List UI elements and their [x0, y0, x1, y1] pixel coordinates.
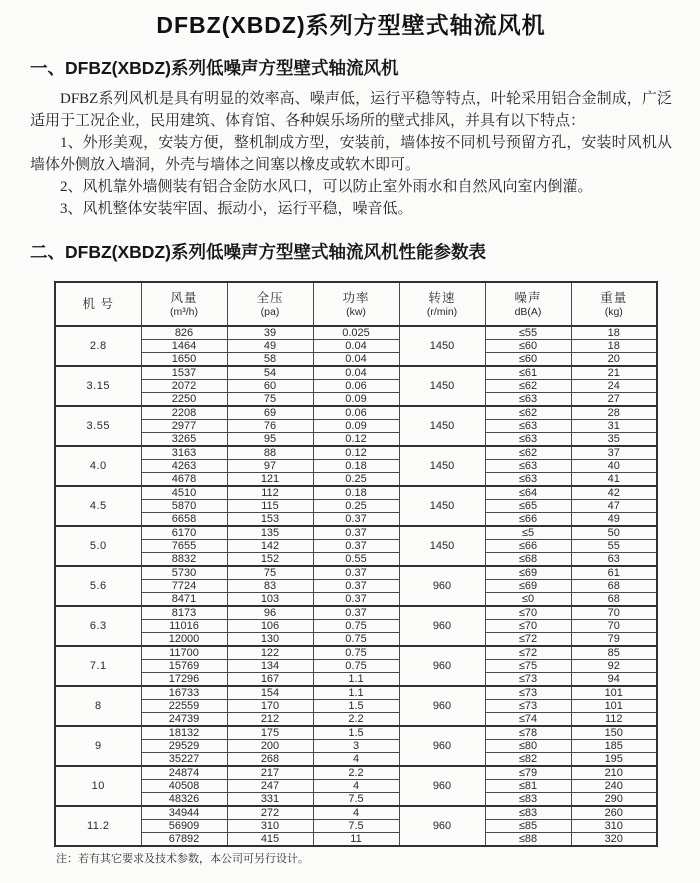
flow-cell: 7655	[141, 540, 227, 553]
pressure-cell: 170	[227, 700, 313, 713]
weight-cell: 195	[571, 753, 657, 767]
pressure-cell: 272	[227, 806, 313, 820]
performance-table-header	[55, 282, 657, 326]
model-number-cell: 4.5	[55, 486, 141, 526]
noise-cell: ≤62	[485, 446, 571, 460]
column-header: 重量 (kg)	[571, 282, 657, 326]
flow-cell: 4678	[141, 473, 227, 487]
speed-cell: 960	[399, 766, 485, 806]
table-row	[55, 726, 657, 740]
flow-cell: 24874	[141, 766, 227, 780]
power-cell: 1.1	[313, 673, 399, 687]
pressure-cell: 60	[227, 380, 313, 393]
weight-cell: 50	[571, 526, 657, 540]
weight-cell: 94	[571, 673, 657, 687]
table-row	[55, 380, 657, 393]
weight-cell: 28	[571, 406, 657, 420]
power-cell: 7.5	[313, 820, 399, 833]
pressure-cell: 121	[227, 473, 313, 487]
flow-cell: 3163	[141, 446, 227, 460]
power-cell: 0.12	[313, 433, 399, 447]
table-row	[55, 753, 657, 767]
pressure-cell: 112	[227, 486, 313, 500]
flow-cell: 67892	[141, 833, 227, 847]
weight-cell: 42	[571, 486, 657, 500]
pressure-cell: 39	[227, 326, 313, 340]
flow-cell: 5730	[141, 566, 227, 580]
table-row	[55, 700, 657, 713]
column-header: 全压 (pa)	[227, 282, 313, 326]
power-cell: 0.25	[313, 473, 399, 487]
section2-heading: 二、DFBZ(XBDZ)系列低噪声方型壁式轴流风机性能参数表	[30, 242, 486, 262]
table-row	[55, 500, 657, 513]
flow-cell: 8173	[141, 606, 227, 620]
noise-cell: ≤69	[485, 580, 571, 593]
table-row	[55, 646, 657, 660]
weight-cell: 290	[571, 793, 657, 807]
noise-cell: ≤61	[485, 366, 571, 380]
model-number-cell: 7.1	[55, 646, 141, 686]
model-number-cell: 11.2	[55, 806, 141, 846]
pressure-cell: 122	[227, 646, 313, 660]
pressure-cell: 83	[227, 580, 313, 593]
weight-cell: 24	[571, 380, 657, 393]
flow-cell: 8832	[141, 553, 227, 567]
speed-cell: 960	[399, 806, 485, 846]
flow-cell: 2977	[141, 420, 227, 433]
pressure-cell: 115	[227, 500, 313, 513]
power-cell: 0.04	[313, 340, 399, 353]
noise-cell: ≤70	[485, 606, 571, 620]
noise-cell: ≤0	[485, 593, 571, 607]
pressure-cell: 75	[227, 566, 313, 580]
pressure-cell: 95	[227, 433, 313, 447]
noise-cell: ≤83	[485, 806, 571, 820]
table-row	[55, 393, 657, 407]
flow-cell: 4510	[141, 486, 227, 500]
table-row	[55, 780, 657, 793]
table-row	[55, 340, 657, 353]
speed-cell: 1450	[399, 446, 485, 486]
model-number-cell: 8	[55, 686, 141, 726]
speed-cell: 960	[399, 726, 485, 766]
pressure-cell: 49	[227, 340, 313, 353]
pressure-cell: 88	[227, 446, 313, 460]
pressure-cell: 58	[227, 353, 313, 367]
weight-cell: 320	[571, 833, 657, 847]
flow-cell: 18132	[141, 726, 227, 740]
noise-cell: ≤82	[485, 753, 571, 767]
power-cell: 7.5	[313, 793, 399, 807]
table-row	[55, 686, 657, 700]
noise-cell: ≤88	[485, 833, 571, 847]
performance-table	[54, 281, 658, 847]
speed-cell: 960	[399, 686, 485, 726]
table-row	[55, 433, 657, 447]
speed-cell: 960	[399, 606, 485, 646]
power-cell: 1.5	[313, 700, 399, 713]
weight-cell: 150	[571, 726, 657, 740]
table-row	[55, 566, 657, 580]
power-cell: 0.18	[313, 460, 399, 473]
table-row	[55, 806, 657, 820]
weight-cell: 49	[571, 513, 657, 527]
power-cell: 0.025	[313, 326, 399, 340]
weight-cell: 101	[571, 700, 657, 713]
flow-cell: 3265	[141, 433, 227, 447]
pressure-cell: 135	[227, 526, 313, 540]
pressure-cell: 96	[227, 606, 313, 620]
table-row	[55, 526, 657, 540]
noise-cell: ≤81	[485, 780, 571, 793]
noise-cell: ≤85	[485, 820, 571, 833]
power-cell: 0.04	[313, 353, 399, 367]
flow-cell: 2250	[141, 393, 227, 407]
table-row	[55, 580, 657, 593]
noise-cell: ≤68	[485, 553, 571, 567]
power-cell: 0.75	[313, 633, 399, 647]
weight-cell: 37	[571, 446, 657, 460]
flow-cell: 1464	[141, 340, 227, 353]
weight-cell: 185	[571, 740, 657, 753]
noise-cell: ≤73	[485, 686, 571, 700]
column-header: 机 号	[55, 282, 141, 326]
power-cell: 4	[313, 780, 399, 793]
power-cell: 0.75	[313, 620, 399, 633]
speed-cell: 1450	[399, 486, 485, 526]
power-cell: 0.06	[313, 406, 399, 420]
noise-cell: ≤63	[485, 473, 571, 487]
noise-cell: ≤74	[485, 713, 571, 727]
table-row	[55, 366, 657, 380]
noise-cell: ≤83	[485, 793, 571, 807]
noise-cell: ≤63	[485, 420, 571, 433]
pressure-cell: 310	[227, 820, 313, 833]
weight-cell: 20	[571, 353, 657, 367]
pressure-cell: 97	[227, 460, 313, 473]
table-row	[55, 473, 657, 487]
weight-cell: 310	[571, 820, 657, 833]
table-row	[55, 553, 657, 567]
table-row	[55, 633, 657, 647]
power-cell: 0.37	[313, 606, 399, 620]
feature-item-1: 1、外形美观，安装方便，整机制成方型，安装前，墙体按不同机号预留方孔，安装时风机从墙体外侧放入墙洞，外壳与墙体之间塞以橡皮或软木即可。	[30, 135, 672, 173]
intro-paragraph: DFBZ系列风机是具有明显的效率高、噪声低，运行平稳等特点，叶轮采用铝合金制成，广泛适用于工况企业，民用建筑、体育馆、各种娱乐场所的壁式排风，并具有以下特点：	[30, 91, 672, 129]
pressure-cell: 153	[227, 513, 313, 527]
table-row	[55, 740, 657, 753]
table-row	[55, 793, 657, 807]
pressure-cell: 212	[227, 713, 313, 727]
section1-heading: 一、DFBZ(XBDZ)系列低噪声方型壁式轴流风机	[30, 58, 399, 78]
power-cell: 2.2	[313, 766, 399, 780]
noise-cell: ≤55	[485, 326, 571, 340]
noise-cell: ≤72	[485, 646, 571, 660]
power-cell: 11	[313, 833, 399, 847]
weight-cell: 31	[571, 420, 657, 433]
power-cell: 0.06	[313, 380, 399, 393]
pressure-cell: 142	[227, 540, 313, 553]
weight-cell: 210	[571, 766, 657, 780]
power-cell: 0.75	[313, 646, 399, 660]
weight-cell: 35	[571, 433, 657, 447]
noise-cell: ≤73	[485, 673, 571, 687]
table-row	[55, 486, 657, 500]
flow-cell: 4263	[141, 460, 227, 473]
model-number-cell: 3.15	[55, 366, 141, 406]
pressure-cell: 154	[227, 686, 313, 700]
speed-cell: 1450	[399, 366, 485, 406]
flow-cell: 2072	[141, 380, 227, 393]
noise-cell: ≤63	[485, 393, 571, 407]
pressure-cell: 175	[227, 726, 313, 740]
pressure-cell: 331	[227, 793, 313, 807]
flow-cell: 826	[141, 326, 227, 340]
header-row	[55, 282, 657, 326]
flow-cell: 11700	[141, 646, 227, 660]
model-number-cell: 5.6	[55, 566, 141, 606]
pressure-cell: 134	[227, 660, 313, 673]
noise-cell: ≤69	[485, 566, 571, 580]
power-cell: 4	[313, 753, 399, 767]
weight-cell: 18	[571, 326, 657, 340]
flow-cell: 5870	[141, 500, 227, 513]
weight-cell: 85	[571, 646, 657, 660]
power-cell: 1.1	[313, 686, 399, 700]
weight-cell: 63	[571, 553, 657, 567]
flow-cell: 8471	[141, 593, 227, 607]
power-cell: 0.09	[313, 420, 399, 433]
page-title: DFBZ(XBDZ)系列方型壁式轴流风机	[156, 12, 546, 38]
noise-cell: ≤70	[485, 620, 571, 633]
flow-cell: 15769	[141, 660, 227, 673]
noise-cell: ≤66	[485, 540, 571, 553]
power-cell: 0.37	[313, 580, 399, 593]
pressure-cell: 106	[227, 620, 313, 633]
weight-cell: 21	[571, 366, 657, 380]
noise-cell: ≤72	[485, 633, 571, 647]
feature-item-3: 3、风机整体安装牢固、振动小，运行平稳，噪音低。	[60, 201, 413, 217]
column-header: 功率 (kw)	[313, 282, 399, 326]
table-row	[55, 766, 657, 780]
flow-cell: 48326	[141, 793, 227, 807]
power-cell: 1.5	[313, 726, 399, 740]
noise-cell: ≤60	[485, 353, 571, 367]
power-cell: 4	[313, 806, 399, 820]
model-number-cell: 5.0	[55, 526, 141, 566]
table-row	[55, 673, 657, 687]
noise-cell: ≤64	[485, 486, 571, 500]
table-row	[55, 620, 657, 633]
table-row	[55, 420, 657, 433]
pressure-cell: 415	[227, 833, 313, 847]
weight-cell: 68	[571, 580, 657, 593]
power-cell: 0.37	[313, 540, 399, 553]
power-cell: 0.75	[313, 660, 399, 673]
noise-cell: ≤79	[485, 766, 571, 780]
flow-cell: 35227	[141, 753, 227, 767]
pressure-cell: 167	[227, 673, 313, 687]
noise-cell: ≤63	[485, 433, 571, 447]
pressure-cell: 54	[227, 366, 313, 380]
column-header: 转速 (r/min)	[399, 282, 485, 326]
weight-cell: 68	[571, 593, 657, 607]
weight-cell: 61	[571, 566, 657, 580]
weight-cell: 240	[571, 780, 657, 793]
pressure-cell: 76	[227, 420, 313, 433]
power-cell: 0.55	[313, 553, 399, 567]
noise-cell: ≤78	[485, 726, 571, 740]
flow-cell: 40508	[141, 780, 227, 793]
weight-cell: 27	[571, 393, 657, 407]
power-cell: 0.37	[313, 593, 399, 607]
weight-cell: 70	[571, 620, 657, 633]
noise-cell: ≤73	[485, 700, 571, 713]
flow-cell: 6170	[141, 526, 227, 540]
speed-cell: 1450	[399, 406, 485, 446]
performance-table-body	[55, 326, 657, 846]
pressure-cell: 217	[227, 766, 313, 780]
weight-cell: 70	[571, 606, 657, 620]
flow-cell: 6658	[141, 513, 227, 527]
weight-cell: 260	[571, 806, 657, 820]
feature-item-2: 2、风机靠外墙侧装有铝合金防水风口，可以防止室外雨水和自然风向室内倒灌。	[60, 179, 593, 195]
noise-cell: ≤75	[485, 660, 571, 673]
table-row	[55, 353, 657, 367]
noise-cell: ≤63	[485, 460, 571, 473]
model-number-cell: 4.0	[55, 446, 141, 486]
pressure-cell: 200	[227, 740, 313, 753]
noise-cell: ≤66	[485, 513, 571, 527]
flow-cell: 7724	[141, 580, 227, 593]
weight-cell: 41	[571, 473, 657, 487]
table-row	[55, 713, 657, 727]
speed-cell: 960	[399, 646, 485, 686]
flow-cell: 56909	[141, 820, 227, 833]
flow-cell: 34944	[141, 806, 227, 820]
flow-cell: 16733	[141, 686, 227, 700]
weight-cell: 47	[571, 500, 657, 513]
table-row	[55, 406, 657, 420]
speed-cell: 1450	[399, 526, 485, 566]
flow-cell: 17296	[141, 673, 227, 687]
table-row	[55, 446, 657, 460]
column-header: 风量 (m³/h)	[141, 282, 227, 326]
speed-cell: 960	[399, 566, 485, 606]
weight-cell: 101	[571, 686, 657, 700]
flow-cell: 11016	[141, 620, 227, 633]
pressure-cell: 152	[227, 553, 313, 567]
weight-cell: 112	[571, 713, 657, 727]
table-row	[55, 326, 657, 340]
noise-cell: ≤80	[485, 740, 571, 753]
flow-cell: 29529	[141, 740, 227, 753]
flow-cell: 1650	[141, 353, 227, 367]
pressure-cell: 69	[227, 406, 313, 420]
table-row	[55, 460, 657, 473]
power-cell: 0.04	[313, 366, 399, 380]
model-number-cell: 3.55	[55, 406, 141, 446]
power-cell: 0.37	[313, 566, 399, 580]
pressure-cell: 75	[227, 393, 313, 407]
column-header: 噪声 dB(A)	[485, 282, 571, 326]
pressure-cell: 268	[227, 753, 313, 767]
power-cell: 0.12	[313, 446, 399, 460]
noise-cell: ≤60	[485, 340, 571, 353]
pressure-cell: 247	[227, 780, 313, 793]
weight-cell: 40	[571, 460, 657, 473]
pressure-cell: 103	[227, 593, 313, 607]
table-row	[55, 593, 657, 607]
model-number-cell: 10	[55, 766, 141, 806]
model-number-cell: 2.8	[55, 326, 141, 366]
flow-cell: 12000	[141, 633, 227, 647]
table-row	[55, 660, 657, 673]
flow-cell: 1537	[141, 366, 227, 380]
table-row	[55, 513, 657, 527]
noise-cell: ≤5	[485, 526, 571, 540]
power-cell: 0.18	[313, 486, 399, 500]
weight-cell: 55	[571, 540, 657, 553]
table-row	[55, 833, 657, 847]
table-row	[55, 606, 657, 620]
noise-cell: ≤62	[485, 380, 571, 393]
power-cell: 2.2	[313, 713, 399, 727]
pressure-cell: 130	[227, 633, 313, 647]
table-row	[55, 820, 657, 833]
flow-cell: 2208	[141, 406, 227, 420]
model-number-cell: 6.3	[55, 606, 141, 646]
noise-cell: ≤62	[485, 406, 571, 420]
model-number-cell: 9	[55, 726, 141, 766]
table-note: 注：若有其它要求及技术参数，本公司可另行设计。	[56, 853, 309, 865]
flow-cell: 22559	[141, 700, 227, 713]
noise-cell: ≤65	[485, 500, 571, 513]
table-row	[55, 540, 657, 553]
weight-cell: 92	[571, 660, 657, 673]
power-cell: 0.09	[313, 393, 399, 407]
power-cell: 0.25	[313, 500, 399, 513]
flow-cell: 24739	[141, 713, 227, 727]
speed-cell: 1450	[399, 326, 485, 366]
power-cell: 0.37	[313, 526, 399, 540]
weight-cell: 18	[571, 340, 657, 353]
weight-cell: 79	[571, 633, 657, 647]
power-cell: 0.37	[313, 513, 399, 527]
power-cell: 3	[313, 740, 399, 753]
